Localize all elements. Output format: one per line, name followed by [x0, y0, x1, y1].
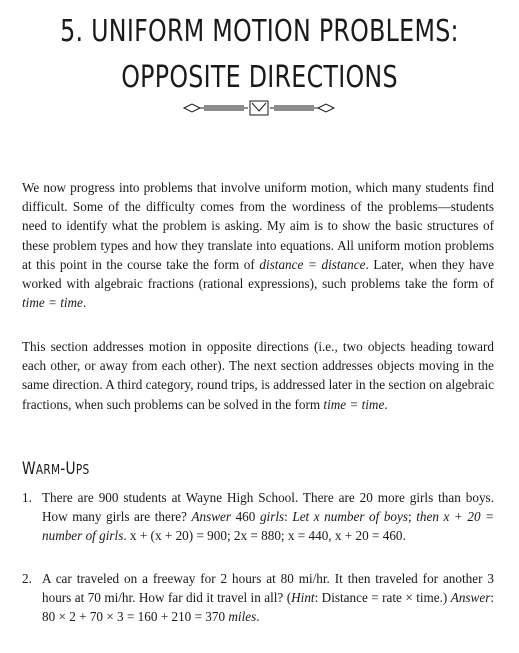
item-number: 1.: [22, 490, 32, 505]
warm-up-item-2: [22, 569, 494, 626]
ornament-divider: [182, 98, 336, 118]
item-number: 2.: [22, 571, 32, 586]
intro-paragraph: We now progress into problems that involve uniform motion, which many students find difficult. Some of the difficulty comes from the wordiness of the problems—students need to identify what the problem is asking. My aim is to show the basic structures of these problem types and how they translate into equations. All uniform motion problems at this point in the course take the form of distance = distance. Later, when they have worked with algebraic fractions (rational expressions), such problems take the form of time = time.: [22, 180, 494, 311]
item-text: A car traveled on a freeway for 2 hours at 80 mi/hr. It then traveled for another 3 hours at 70 mi/hr. How far did it travel in all? (Hint: Distance = rate × time.) Answer: 80 × 2 + 70 × 3 = 160 + 210 = 370 miles.: [42, 571, 494, 624]
warm-up-item-1: [22, 488, 494, 545]
page-title-line-2: OPPOSITE DIRECTIONS: [121, 60, 398, 95]
warm-ups-heading: WARM-UPS: [22, 459, 90, 479]
section-paragraph: This section addresses motion in opposite directions (i.e., two objects heading toward each other, or away from each other). The next section addresses objects moving in the same direction. A third category, round trips, is addressed later in the section on algebraic fractions, when such problems can be solved in the form time = time.: [22, 339, 494, 412]
page-title-line-1: 5. UNIFORM MOTION PROBLEMS:: [60, 14, 459, 49]
item-text: There are 900 students at Wayne High School. There are 20 more girls than boys. How many girls are there? Answer 460 girls: Let x number of boys; then x + 20 = number of girls. x + (x + 20) = 900; 2x = 880; x = 440, x + 20 = 460.: [42, 490, 495, 543]
